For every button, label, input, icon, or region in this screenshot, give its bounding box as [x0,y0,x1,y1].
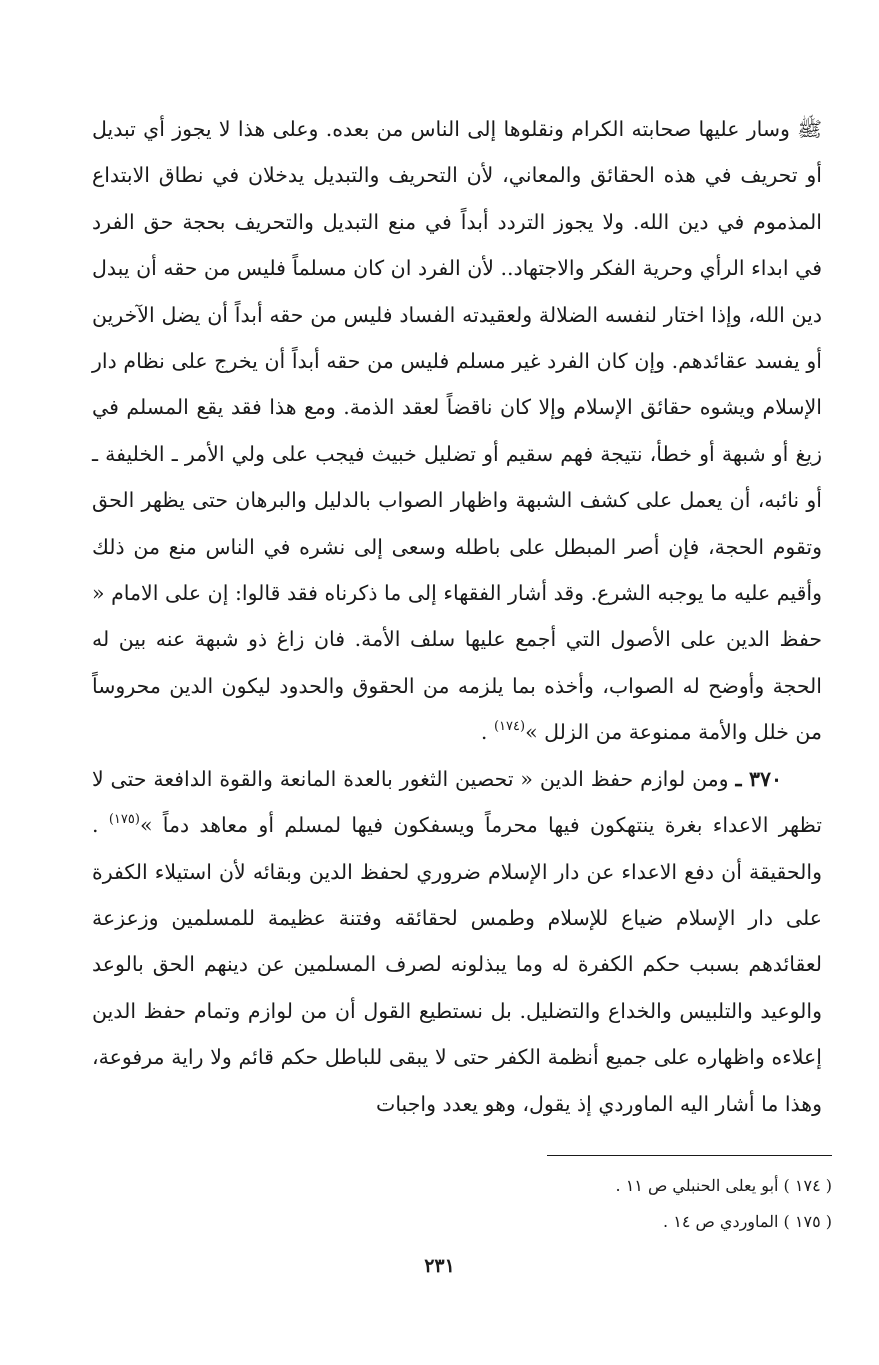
section-number: ٣٧٠ ـ [735,766,782,791]
main-text [92,106,822,1127]
paragraph-1-text: ﷺ وسار عليها صحابته الكرام ونقلوها إلى الناس من بعده. وعلى هذا لا يجوز أي تبديل أو تحريف في هذه الحقائق والمعاني، لأن التحريف والتبديل يدخلان في نطاق الابتداع المذموم في دين الله. ولا يجوز التردد أبداً في منع التبديل والتحريف بحجة حق الفرد في ابداء الرأي وحرية الفكر والاجتهاد.. لأن الفرد ان كان مسلماً فليس من حقه أن يبدل دين الله، وإذا اختار لنفسه الضلالة ولعقيدته الفساد فليس من حقه أبداً أن يضل الآخرين أو يفسد عقائدهم. وإن كان الفرد غير مسلم فليس من حقه أبداً أن يخرج على نظام دار الإسلام ويشوه حقائق الإسلام وإلا كان ناقضاً لعقد الذمة. ومع هذا فقد يقع المسلم في زيغ أو شبهة أو خطأ، نتيجة فهم سقيم أو تضليل خبيث فيجب على ولي الأمر ـ الخليفة ـ أو نائبه، أن يعمل على كشف الشبهة واظهار الصواب بالدليل والبرهان حتى يظهر الحق وتقوم الحجة، فإن أصر المبطل على باطله وسعى إلى نشره في الناس منع من ذلك وأقيم عليه ما يوجبه الشرع. وقد أشار الفقهاء إلى ما ذكرناه فقد قالوا: إن على الامام « حفظ الدين على الأصول التي أجمع عليها سلف الأمة. فان زاغ ذو شبهة عنه بين له الحجة وأوضح له الصواب، وأخذه بما يلزمه من الحقوق والحدود ليكون الدين محروساً من خلل والأمة ممنوعة من الزلل » [92,117,822,745]
footnote-ref-174: (١٧٤) [493,719,526,735]
paragraph-1-tail: . [480,720,494,745]
paragraph-2-text: ومن لوازم حفظ الدين « تحصين الثغور بالعدة المانعة والقوة الدافعة حتى لا تظهر الاعداء بغرة ينتهكون فيها محرماً ويسفكون فيها لمسلم أو معاهد دماً » [92,766,822,838]
paragraph-2-tail: . والحقيقة أن دفع الاعداء عن دار الإسلام ضروري لحفظ الدين وبقائه لأن استيلاء الكفرة على دار الإسلام ضياع للإسلام وطمس لحقائقه وفتنة عظيمة للمسلمين وزعزعة لعقائدهم بسبب حكم الكفرة له وما يبذلونه لصرف المسلمين عن دينهم الحق بالوعد والوعيد والتلبيس والخداع والتضليل. بل نستطيع القول أن من لوازم وتمام حفظ الدين إعلاءه واظهاره على جميع أنظمة الكفر حتى لا يبقى للباطل حكم قائم ولا راية مرفوعة، وهذا ما أشار اليه الماوردي إذ يقول، وهو يعدد واجبات [92,813,822,1116]
footnote-ref-175: (١٧٥) [108,812,140,828]
paragraph-2 [92,756,822,1127]
footnote-divider [547,1155,832,1156]
page-number: ٢٣١ [424,1255,455,1277]
footnotes [432,1168,832,1240]
paragraph-1 [92,106,822,756]
footnote-174: ( ١٧٤ ) أبو يعلى الحنبلي ص ١١ . [615,1176,832,1195]
footnote-175: ( ١٧٥ ) الماوردي ص ١٤ . [663,1212,832,1231]
